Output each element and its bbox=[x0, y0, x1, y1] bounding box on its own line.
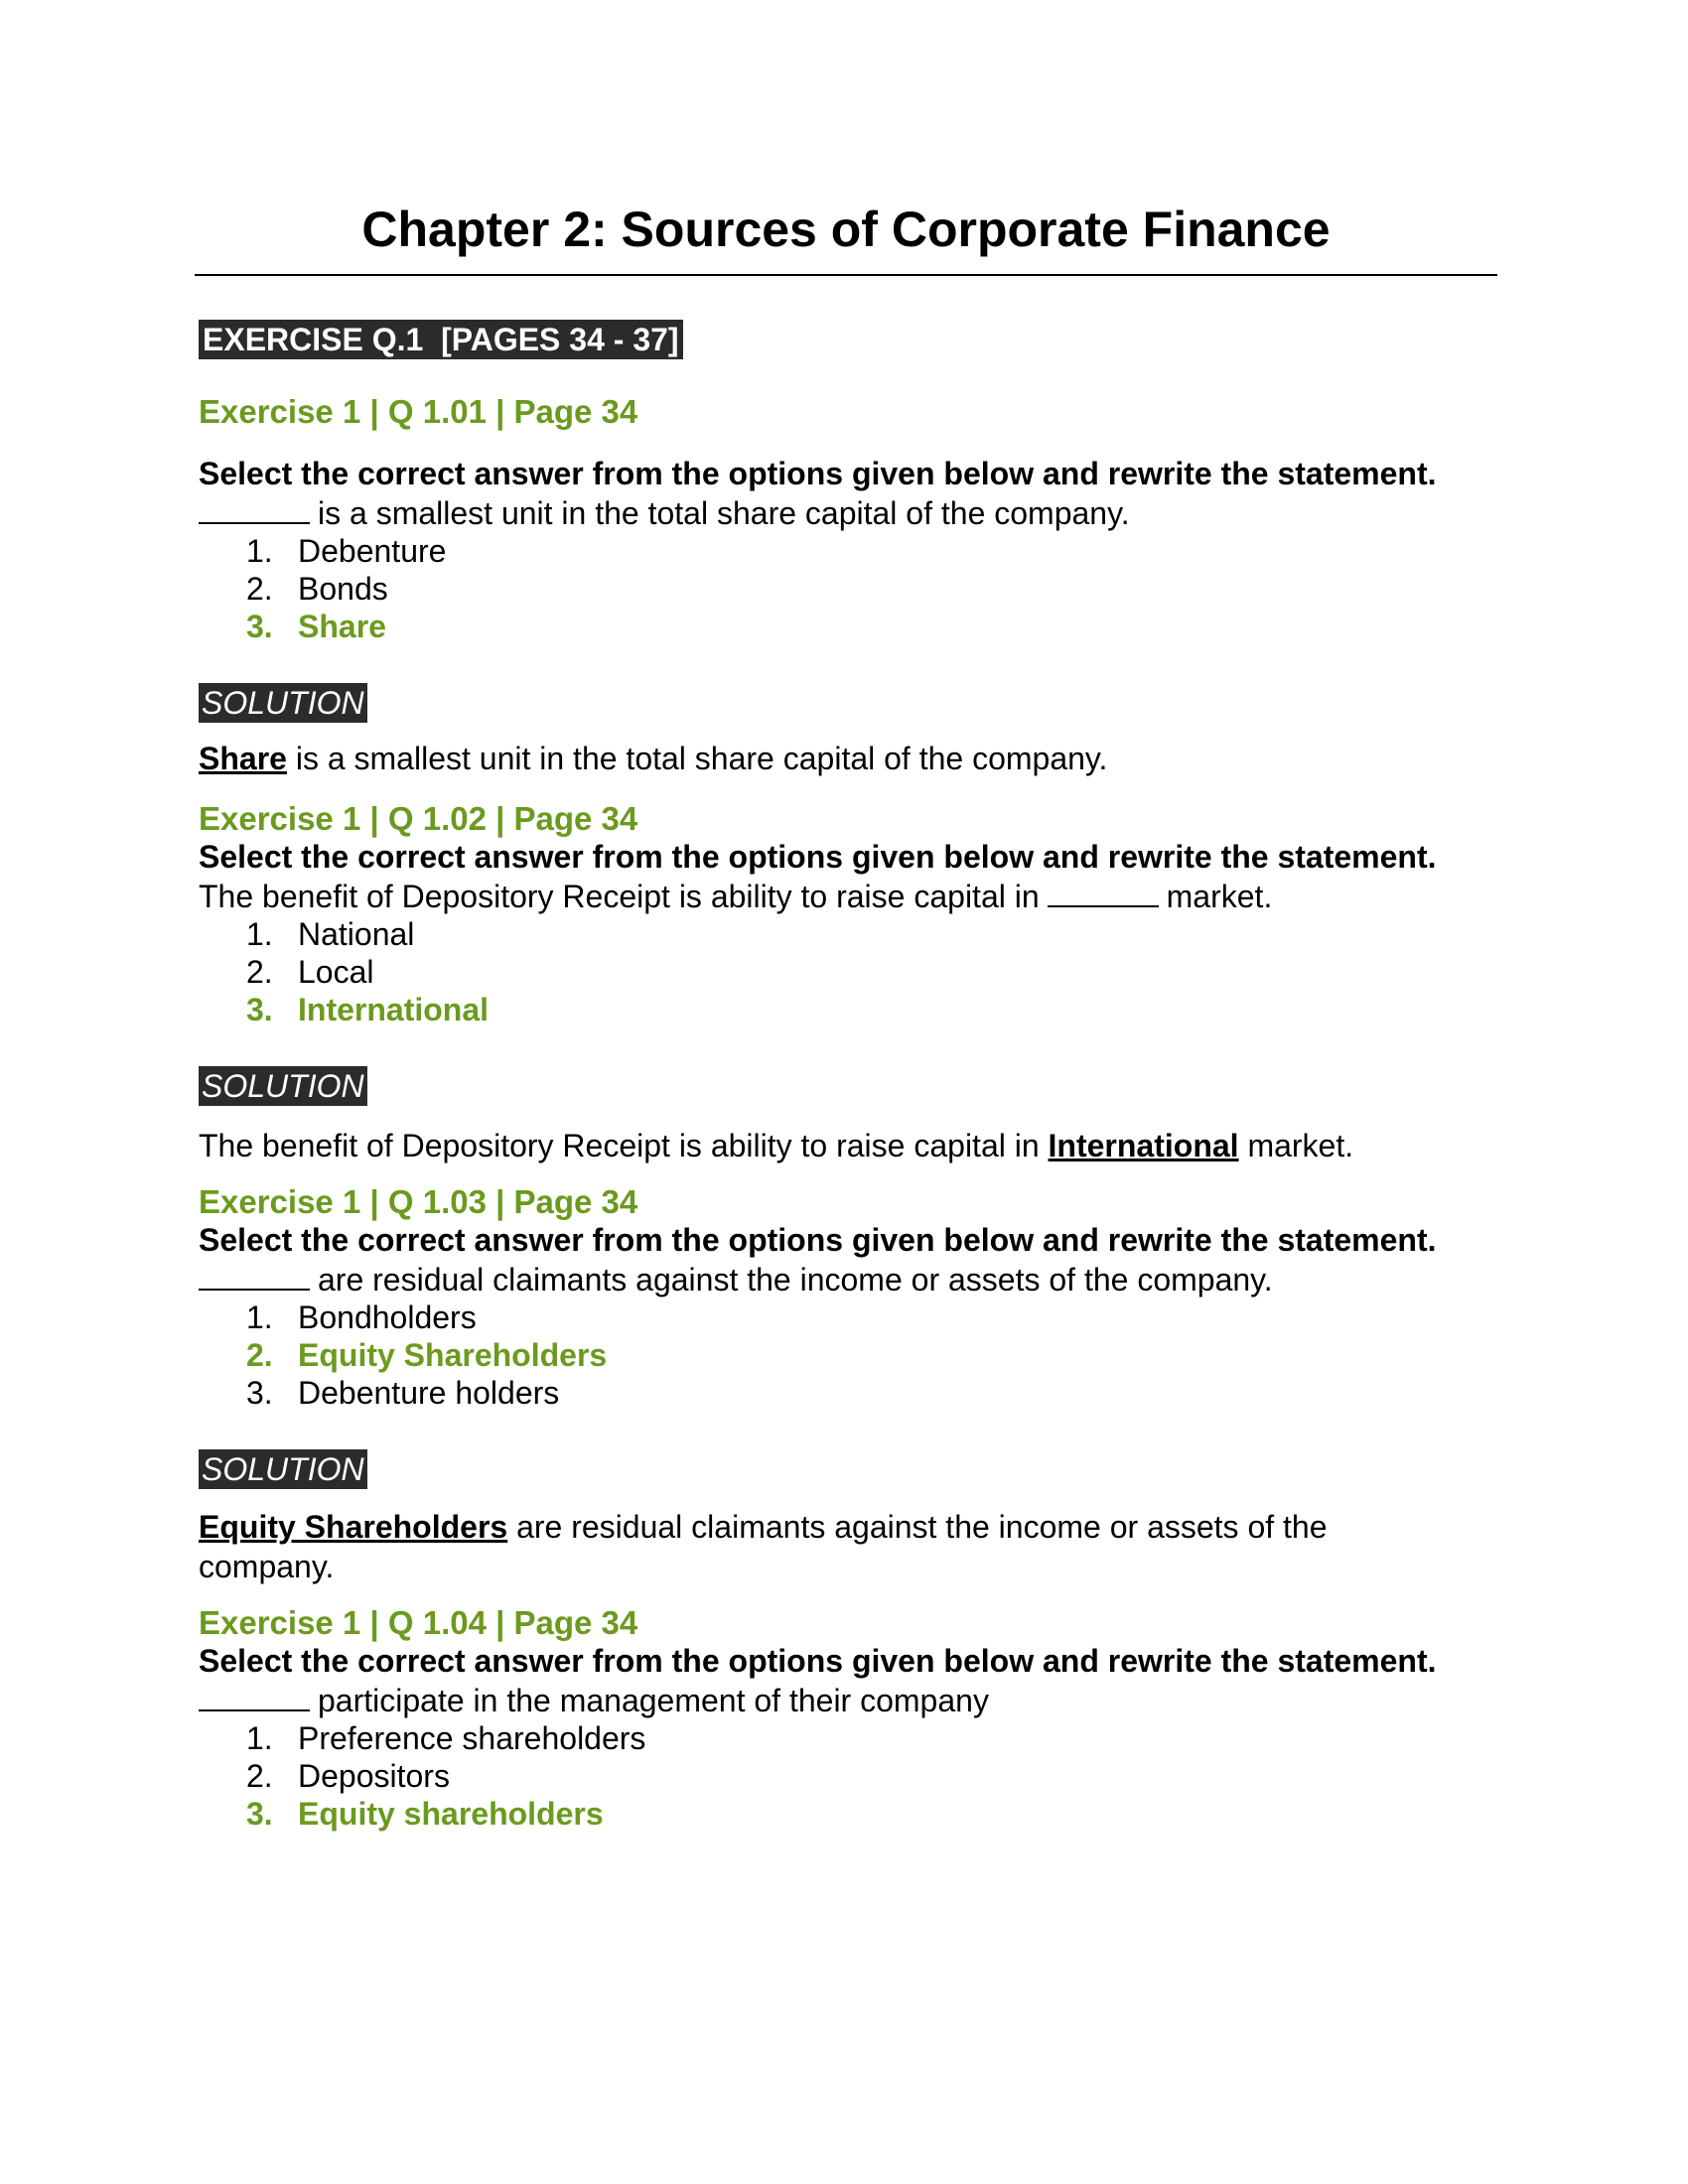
option-item: 1. National bbox=[246, 916, 415, 952]
option-item: 1. Preference shareholders bbox=[246, 1720, 646, 1756]
option-item: 2. Local bbox=[246, 954, 374, 990]
option-item: 3. Debenture holders bbox=[246, 1375, 560, 1411]
section-badge: EXERCISE Q.1 [PAGES 34 - 37] bbox=[199, 320, 683, 359]
option-list bbox=[199, 1298, 1499, 1412]
option-item-correct: 2. Equity Shareholders bbox=[246, 1337, 608, 1373]
solution-badge: SOLUTION bbox=[199, 683, 367, 723]
title-divider bbox=[195, 274, 1497, 276]
solution-badge: SOLUTION bbox=[199, 1449, 367, 1489]
exercise-heading: Exercise 1 | Q 1.04 | Page 34 bbox=[199, 1604, 638, 1641]
solution-answer: Share bbox=[199, 741, 287, 776]
option-item: 2. Depositors bbox=[246, 1758, 450, 1794]
option-item-correct: 3. Equity shareholders bbox=[246, 1796, 604, 1832]
question-text: The benefit of Depository Receipt is ability to raise capital in market. bbox=[199, 876, 1499, 915]
option-item: 1. Debenture bbox=[246, 533, 447, 569]
option-item-correct: 3. Share bbox=[246, 609, 386, 644]
question-instruction: Select the correct answer from the options given below and rewrite the statement. bbox=[199, 1643, 1437, 1679]
answer-blank bbox=[1048, 876, 1159, 907]
answer-blank bbox=[199, 492, 310, 524]
question-text: are residual claimants against the income or assets of the company. bbox=[199, 1259, 1499, 1298]
exercise-heading: Exercise 1 | Q 1.03 | Page 34 bbox=[199, 1183, 638, 1220]
option-list bbox=[199, 532, 1499, 645]
solution-text: Share is a smallest unit in the total share capital of the company. bbox=[199, 741, 1108, 776]
solution-text: Equity Shareholders are residual claimants against the income or assets of the company. bbox=[199, 1509, 1328, 1584]
answer-blank bbox=[199, 1259, 310, 1291]
question-text: is a smallest unit in the total share capital of the company. bbox=[199, 492, 1499, 532]
question-instruction: Select the correct answer from the options given below and rewrite the statement. bbox=[199, 456, 1437, 491]
option-item: 1. Bondholders bbox=[246, 1299, 477, 1335]
page-title: Chapter 2: Sources of Corporate Finance bbox=[361, 202, 1331, 257]
exercise-content bbox=[199, 393, 1499, 1833]
question-instruction: Select the correct answer from the options given below and rewrite the statement. bbox=[199, 1222, 1437, 1258]
answer-blank bbox=[199, 1680, 310, 1711]
solution-badge: SOLUTION bbox=[199, 1066, 367, 1106]
solution-answer: International bbox=[1048, 1128, 1239, 1163]
solution-text: The benefit of Depository Receipt is ability to raise capital in International market. bbox=[199, 1128, 1354, 1163]
question-instruction: Select the correct answer from the options given below and rewrite the statement. bbox=[199, 839, 1437, 875]
option-item: 2. Bonds bbox=[246, 571, 388, 607]
option-list bbox=[199, 915, 1499, 1028]
option-item-correct: 3. International bbox=[246, 992, 490, 1027]
exercise-heading: Exercise 1 | Q 1.01 | Page 34 bbox=[199, 393, 638, 430]
solution-answer: Equity Shareholders bbox=[199, 1509, 508, 1545]
exercise-heading: Exercise 1 | Q 1.02 | Page 34 bbox=[199, 800, 638, 837]
option-list bbox=[199, 1719, 1499, 1833]
question-text: participate in the management of their company bbox=[199, 1680, 1499, 1719]
